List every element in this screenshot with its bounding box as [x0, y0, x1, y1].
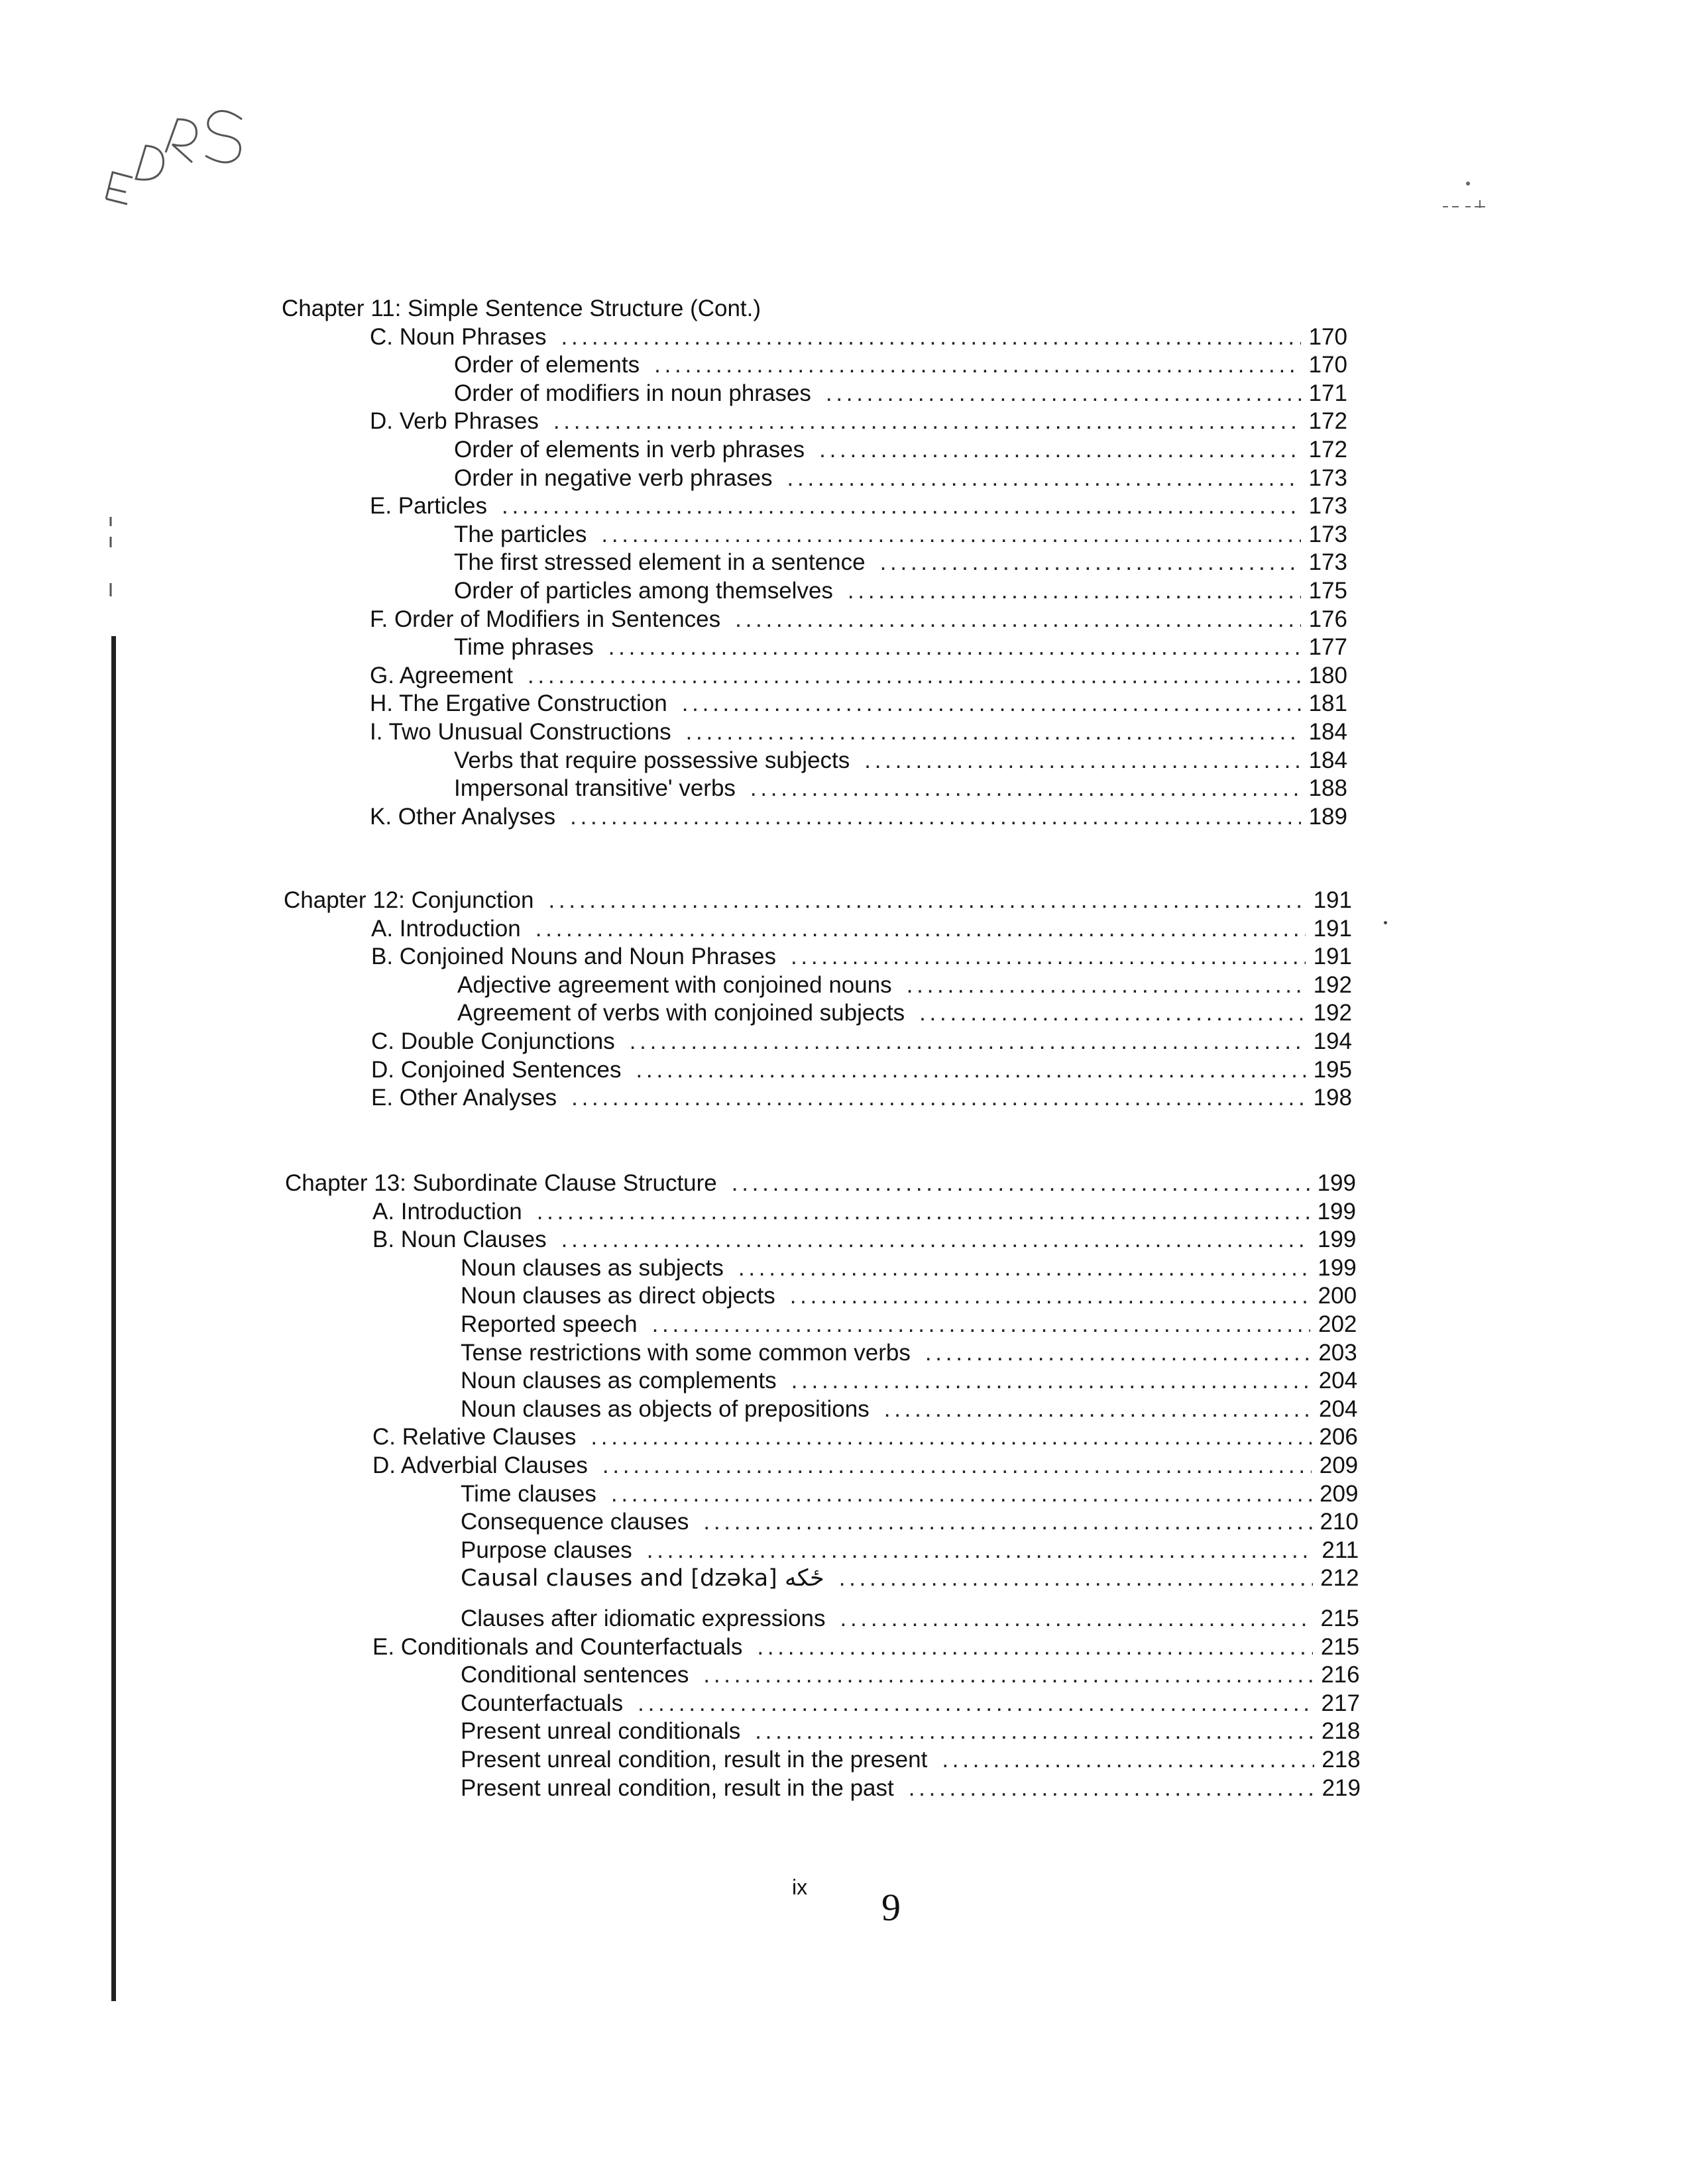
dot-leader	[502, 492, 1301, 520]
chapter-title: Chapter 13: Subordinate Clause Structure	[285, 1170, 717, 1196]
dot-leader	[570, 803, 1301, 831]
entry-page-number: 199	[1318, 1255, 1357, 1281]
toc-subsection-row	[461, 1254, 1357, 1282]
toc-section-row	[371, 1084, 1352, 1112]
chapter-page-number: 199	[1317, 1170, 1356, 1196]
toc-subsection-row	[454, 775, 1347, 802]
dot-leader	[880, 549, 1301, 576]
entry-title: G. Agreement	[370, 663, 513, 688]
dot-leader	[732, 1170, 1310, 1197]
entry-title: Adjective agreement with conjoined nouns	[457, 972, 892, 998]
dot-leader	[571, 1084, 1306, 1112]
dot-leader	[630, 1028, 1306, 1056]
entry-page-number: 199	[1317, 1227, 1357, 1252]
toc-section-row	[372, 1633, 1359, 1661]
entry-page-number: 195	[1313, 1057, 1352, 1083]
entry-title: The particles	[454, 521, 587, 547]
entry-title: D. Adverbial Clauses	[372, 1452, 588, 1478]
entry-page-number: 188	[1308, 775, 1347, 801]
dot-leader	[553, 408, 1301, 435]
toc-section-row	[372, 1198, 1356, 1226]
entry-title: Time clauses	[461, 1481, 596, 1507]
toc-section-row	[372, 1226, 1356, 1254]
toc-subsection-row	[461, 1311, 1357, 1338]
entry-title: Noun clauses as direct objects	[461, 1283, 775, 1309]
toc-subsection-row	[457, 999, 1352, 1027]
entry-title: I. Two Unusual Constructions	[370, 719, 671, 745]
entry-page-number: 209	[1320, 1481, 1359, 1507]
entry-title: E. Conditionals and Counterfactuals	[372, 1634, 743, 1660]
dot-leader	[848, 577, 1301, 605]
entry-title: Time phrases	[454, 634, 594, 660]
toc-section-row	[370, 690, 1347, 718]
entry-title: Causal clauses and [dzǝka] ځکه	[461, 1565, 824, 1592]
dot-leader	[682, 690, 1301, 718]
entry-title: Tense restrictions with some common verbs	[461, 1340, 911, 1366]
entry-title: Order in negative verb phrases	[454, 465, 773, 491]
entry-title: Present unreal conditionals	[461, 1718, 741, 1744]
entry-page-number: 203	[1318, 1340, 1357, 1366]
toc-section-row	[371, 1028, 1352, 1056]
entry-title: C. Noun Phrases	[370, 324, 547, 350]
dot-leader	[750, 775, 1301, 802]
toc-section-row	[370, 718, 1347, 746]
dot-leader	[942, 1746, 1314, 1774]
entry-title: Order of elements in verb phrases	[454, 437, 805, 463]
dot-leader	[840, 1605, 1313, 1633]
entry-title: Verbs that require possessive subjects	[454, 747, 850, 773]
dot-leader	[601, 521, 1301, 549]
margin-marks	[107, 517, 114, 610]
toc-section-row	[370, 408, 1347, 435]
toc-subsection-row	[454, 464, 1347, 492]
toc-section-row	[370, 803, 1347, 831]
dot-leader	[925, 1339, 1311, 1367]
entry-page-number: 170	[1308, 352, 1347, 378]
dot-leader	[636, 1056, 1306, 1084]
dot-leader	[839, 1564, 1313, 1592]
toc-subsection-row	[461, 1282, 1357, 1310]
entry-title: D. Conjoined Sentences	[371, 1057, 622, 1083]
entry-page-number: 218	[1321, 1718, 1361, 1744]
toc-subsection-row	[454, 436, 1347, 464]
dot-leader	[735, 606, 1301, 633]
toc-subsection-row	[461, 1339, 1357, 1367]
entry-title: H. The Ergative Construction	[370, 690, 667, 716]
chapter-page-number: 191	[1313, 887, 1352, 913]
dot-leader	[591, 1423, 1311, 1451]
dot-leader	[884, 1395, 1312, 1423]
entry-page-number: 217	[1321, 1690, 1360, 1716]
edrs-logo	[99, 99, 272, 212]
toc-subsection-row	[461, 1367, 1357, 1395]
entry-title: The first stressed element in a sentence	[454, 549, 866, 575]
dot-leader	[819, 436, 1301, 464]
chapter-heading-row	[285, 1170, 1356, 1197]
toc-subsection-row	[461, 1746, 1361, 1774]
dot-leader	[703, 1661, 1313, 1689]
entry-page-number: 180	[1308, 663, 1347, 688]
entry-page-number: 173	[1308, 465, 1347, 491]
toc-subsection-row	[461, 1690, 1360, 1718]
entry-page-number: 219	[1322, 1775, 1361, 1801]
entry-page-number: 171	[1308, 380, 1347, 406]
entry-page-number: 184	[1308, 719, 1347, 745]
dot-leader	[548, 887, 1306, 914]
dot-leader	[909, 1774, 1314, 1802]
entry-page-number: 215	[1320, 1634, 1360, 1660]
entry-page-number: 218	[1322, 1747, 1361, 1773]
toc-section-row	[370, 323, 1347, 351]
entry-page-number: 209	[1319, 1452, 1359, 1478]
entry-page-number: 184	[1308, 747, 1347, 773]
entry-page-number: 173	[1308, 549, 1347, 575]
toc-subsection-row	[454, 351, 1347, 379]
toc-subsection-row	[461, 1537, 1359, 1564]
toc-section-row	[370, 606, 1347, 633]
entry-page-number: 176	[1308, 606, 1347, 632]
entry-page-number: 191	[1313, 916, 1352, 942]
entry-title: Purpose clauses	[461, 1537, 632, 1563]
toc-subsection-row	[454, 633, 1347, 661]
entry-title: Conditional sentences	[461, 1662, 689, 1688]
entry-page-number: 170	[1308, 324, 1347, 350]
dot-leader	[561, 323, 1301, 351]
toc-subsection-row	[461, 1774, 1361, 1802]
scan-corner-mark	[1441, 180, 1488, 213]
entry-page-number: 215	[1320, 1606, 1359, 1631]
entry-page-number: 210	[1320, 1509, 1359, 1535]
entry-title: Order of modifiers in noun phrases	[454, 380, 811, 406]
chapter-title: Chapter 12: Conjunction	[284, 887, 534, 913]
toc-subsection-row	[461, 1395, 1357, 1423]
dot-leader	[826, 380, 1301, 408]
entry-page-number: 189	[1308, 804, 1347, 830]
entry-page-number: 191	[1313, 944, 1352, 969]
entry-title: Order of elements	[454, 352, 640, 378]
entry-title: Impersonal transitive' verbs	[454, 775, 736, 801]
entry-title: Present unreal condition, result in the past	[461, 1775, 894, 1801]
entry-page-number: 192	[1313, 1000, 1352, 1026]
toc-section-row	[372, 1452, 1358, 1480]
toc-subsection-row	[461, 1718, 1360, 1745]
entry-title: B. Noun Clauses	[372, 1227, 547, 1252]
dot-leader	[535, 915, 1306, 943]
entry-title: Agreement of verbs with conjoined subjects	[457, 1000, 905, 1026]
entry-title: Noun clauses as objects of prepositions	[461, 1396, 870, 1422]
dot-leader	[755, 1718, 1314, 1745]
dot-leader	[654, 351, 1301, 379]
toc-subsection-row	[454, 549, 1347, 576]
entry-page-number: 172	[1308, 437, 1347, 463]
entry-page-number: 216	[1321, 1662, 1360, 1688]
entry-title: C. Relative Clauses	[372, 1424, 577, 1450]
page-number: 9	[881, 1886, 901, 1929]
dot-leader	[787, 464, 1301, 492]
dot-leader	[537, 1198, 1310, 1226]
toc-subsection-row	[454, 577, 1347, 605]
entry-page-number: 192	[1313, 972, 1352, 998]
dot-leader	[686, 718, 1301, 746]
roman-folio: ix	[792, 1875, 808, 1899]
dot-leader	[791, 943, 1306, 971]
toc-section-row	[371, 915, 1352, 943]
entry-title: Consequence clauses	[461, 1509, 689, 1535]
toc-subsection-row	[454, 747, 1347, 775]
toc-subsection-row	[457, 971, 1352, 999]
toc-subsection-row	[461, 1564, 1359, 1592]
entry-title: C. Double Conjunctions	[371, 1028, 615, 1054]
entry-page-number: 198	[1313, 1085, 1352, 1111]
entry-page-number: 211	[1322, 1537, 1359, 1563]
entry-title: E. Other Analyses	[371, 1085, 557, 1111]
entry-page-number: 172	[1308, 408, 1347, 434]
dot-leader	[703, 1508, 1312, 1536]
toc-subsection-row	[461, 1605, 1359, 1633]
dot-leader	[608, 633, 1301, 661]
entry-title: K. Other Analyses	[370, 804, 556, 830]
entry-page-number: 175	[1308, 578, 1347, 604]
dot-leader	[907, 971, 1306, 999]
entry-title: Order of particles among themselves	[454, 578, 833, 604]
entry-page-number: 199	[1317, 1199, 1356, 1225]
dot-leader	[864, 747, 1301, 775]
entry-title: A. Introduction	[371, 916, 521, 942]
dot-leader	[602, 1452, 1312, 1480]
entry-title: Noun clauses as complements	[461, 1368, 777, 1393]
toc-section-row	[371, 943, 1352, 971]
entry-page-number: 204	[1319, 1396, 1358, 1422]
entry-title: Clauses after idiomatic expressions	[461, 1606, 826, 1631]
dot-leader	[738, 1254, 1310, 1282]
entry-title: F. Order of Modifiers in Sentences	[370, 606, 721, 632]
chapter-title: Chapter 11: Simple Sentence Structure (Cont.)	[282, 296, 761, 321]
toc-subsection-row	[461, 1508, 1359, 1536]
toc-section-row	[372, 1423, 1358, 1451]
entry-page-number: 173	[1308, 521, 1347, 547]
toc-section-row	[371, 1056, 1352, 1084]
dot-leader	[757, 1633, 1313, 1661]
entry-title: Reported speech	[461, 1311, 638, 1337]
dot-leader	[638, 1690, 1314, 1718]
dot-leader	[611, 1480, 1312, 1508]
entry-page-number: 202	[1318, 1311, 1357, 1337]
binding-margin-bar	[111, 636, 116, 2001]
dot-leader	[791, 1367, 1311, 1395]
entry-page-number: 181	[1308, 690, 1347, 716]
entry-page-number: 177	[1308, 634, 1347, 660]
dot-leader	[790, 1282, 1310, 1310]
entry-title: D. Verb Phrases	[370, 408, 539, 434]
entry-title: Noun clauses as subjects	[461, 1255, 724, 1281]
toc-subsection-row	[454, 521, 1347, 549]
entry-page-number: 206	[1319, 1424, 1358, 1450]
entry-title: B. Conjoined Nouns and Noun Phrases	[371, 944, 776, 969]
entry-page-number: 212	[1320, 1565, 1359, 1591]
dot-leader	[528, 662, 1301, 690]
toc-subsection-row	[461, 1480, 1359, 1508]
scan-speck	[1384, 921, 1387, 924]
entry-title: Counterfactuals	[461, 1690, 624, 1716]
entry-title: Present unreal condition, result in the present	[461, 1747, 928, 1773]
toc-subsection-row	[454, 380, 1347, 408]
toc-subsection-row	[461, 1661, 1360, 1689]
entry-title: A. Introduction	[372, 1199, 522, 1225]
entry-page-number: 173	[1308, 493, 1347, 519]
dot-leader	[561, 1226, 1310, 1254]
dot-leader	[652, 1311, 1311, 1338]
entry-title: E. Particles	[370, 493, 487, 519]
chapter-heading-row	[284, 887, 1352, 914]
toc-section-row	[370, 492, 1347, 520]
dot-leader	[919, 999, 1306, 1027]
dot-leader	[647, 1537, 1312, 1564]
toc-section-row	[370, 662, 1347, 690]
entry-page-number: 194	[1313, 1028, 1352, 1054]
entry-page-number: 204	[1318, 1368, 1358, 1393]
entry-page-number: 200	[1318, 1283, 1357, 1309]
